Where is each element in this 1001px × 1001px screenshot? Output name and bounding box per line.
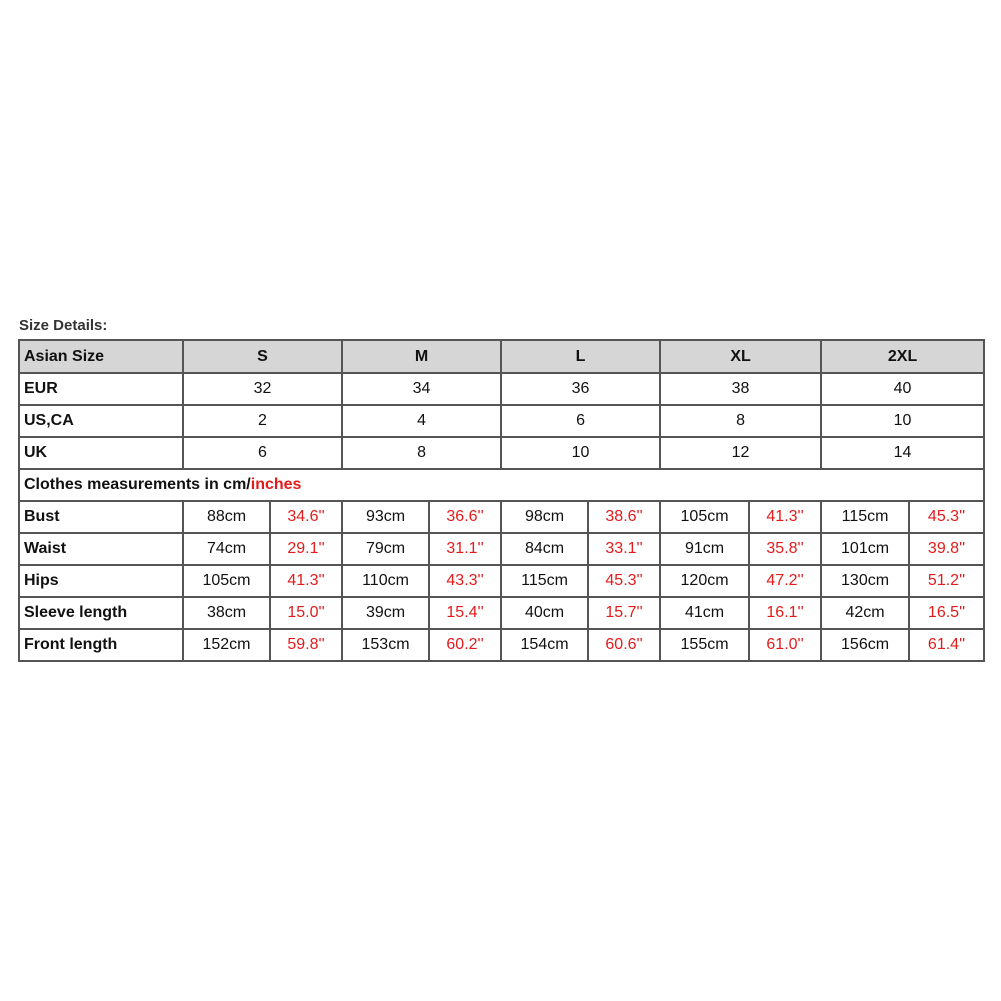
cm-cell: 105cm bbox=[183, 565, 270, 597]
cm-cell: 120cm bbox=[660, 565, 749, 597]
row-label-uk: UK bbox=[19, 437, 183, 469]
table-cell: 6 bbox=[183, 437, 342, 469]
cm-cell: 98cm bbox=[501, 501, 588, 533]
inch-cell: 39.8'' bbox=[909, 533, 984, 565]
cm-cell: 152cm bbox=[183, 629, 270, 661]
inch-cell: 60.2'' bbox=[429, 629, 501, 661]
table-cell: 34 bbox=[342, 373, 501, 405]
table-row-uk bbox=[19, 437, 984, 469]
size-chart-table bbox=[18, 339, 985, 662]
cm-cell: 93cm bbox=[342, 501, 429, 533]
table-row-waist bbox=[19, 533, 984, 565]
cm-cell: 42cm bbox=[821, 597, 909, 629]
cm-cell: 156cm bbox=[821, 629, 909, 661]
inch-cell: 15.4'' bbox=[429, 597, 501, 629]
inch-cell: 51.2'' bbox=[909, 565, 984, 597]
table-cell: 6 bbox=[501, 405, 660, 437]
inch-cell: 31.1'' bbox=[429, 533, 501, 565]
table-row-hips bbox=[19, 565, 984, 597]
inch-cell: 43.3'' bbox=[429, 565, 501, 597]
cm-cell: 39cm bbox=[342, 597, 429, 629]
table-cell: 40 bbox=[821, 373, 984, 405]
asian-size-header: Asian Size bbox=[19, 340, 183, 373]
inch-cell: 59.8'' bbox=[270, 629, 342, 661]
table-cell: 12 bbox=[660, 437, 821, 469]
size-details-caption: Size Details: bbox=[19, 317, 108, 334]
row-label-front-length: Front length bbox=[19, 629, 183, 661]
size-header-m: M bbox=[342, 340, 501, 373]
cm-cell: 154cm bbox=[501, 629, 588, 661]
inch-cell: 47.2'' bbox=[749, 565, 821, 597]
cm-cell: 110cm bbox=[342, 565, 429, 597]
table-row-front-length bbox=[19, 629, 984, 661]
inch-cell: 16.1'' bbox=[749, 597, 821, 629]
table-cell: 10 bbox=[821, 405, 984, 437]
size-header-s: S bbox=[183, 340, 342, 373]
inch-cell: 61.0'' bbox=[749, 629, 821, 661]
inch-cell: 36.6'' bbox=[429, 501, 501, 533]
cm-cell: 38cm bbox=[183, 597, 270, 629]
table-cell: 14 bbox=[821, 437, 984, 469]
inch-cell: 15.0'' bbox=[270, 597, 342, 629]
inch-cell: 16.5'' bbox=[909, 597, 984, 629]
row-label-sleeve-length: Sleeve length bbox=[19, 597, 183, 629]
inch-cell: 41.3'' bbox=[749, 501, 821, 533]
table-row-eur bbox=[19, 373, 984, 405]
table-cell: 8 bbox=[342, 437, 501, 469]
inch-cell: 35.8'' bbox=[749, 533, 821, 565]
inch-cell: 45.3'' bbox=[588, 565, 660, 597]
table-cell: 10 bbox=[501, 437, 660, 469]
inch-cell: 15.7'' bbox=[588, 597, 660, 629]
cm-cell: 88cm bbox=[183, 501, 270, 533]
inch-cell: 45.3'' bbox=[909, 501, 984, 533]
table-row-us-ca bbox=[19, 405, 984, 437]
cm-cell: 74cm bbox=[183, 533, 270, 565]
inch-cell: 60.6'' bbox=[588, 629, 660, 661]
cm-cell: 101cm bbox=[821, 533, 909, 565]
row-label-us-ca: US,CA bbox=[19, 405, 183, 437]
inch-cell: 41.3'' bbox=[270, 565, 342, 597]
table-row-bust bbox=[19, 501, 984, 533]
cm-cell: 115cm bbox=[821, 501, 909, 533]
inch-cell: 34.6'' bbox=[270, 501, 342, 533]
size-header-l: L bbox=[501, 340, 660, 373]
row-label-waist: Waist bbox=[19, 533, 183, 565]
cm-cell: 105cm bbox=[660, 501, 749, 533]
cm-cell: 130cm bbox=[821, 565, 909, 597]
table-cell: 2 bbox=[183, 405, 342, 437]
table-cell: 36 bbox=[501, 373, 660, 405]
row-label-hips: Hips bbox=[19, 565, 183, 597]
cm-cell: 79cm bbox=[342, 533, 429, 565]
inch-cell: 33.1'' bbox=[588, 533, 660, 565]
cm-cell: 153cm bbox=[342, 629, 429, 661]
inch-cell: 38.6'' bbox=[588, 501, 660, 533]
measurement-title-inches: inches bbox=[250, 476, 302, 493]
table-cell: 4 bbox=[342, 405, 501, 437]
size-header-xl: XL bbox=[660, 340, 821, 373]
measurement-section-title bbox=[19, 469, 984, 501]
cm-cell: 155cm bbox=[660, 629, 749, 661]
table-cell: 38 bbox=[660, 373, 821, 405]
size-header-2xl: 2XL bbox=[821, 340, 984, 373]
table-cell: 8 bbox=[660, 405, 821, 437]
cm-cell: 41cm bbox=[660, 597, 749, 629]
measurement-section-row bbox=[19, 469, 984, 501]
cm-cell: 115cm bbox=[501, 565, 588, 597]
table-header-row bbox=[19, 340, 984, 373]
cm-cell: 91cm bbox=[660, 533, 749, 565]
table-cell: 32 bbox=[183, 373, 342, 405]
table-row-sleeve-length bbox=[19, 597, 984, 629]
row-label-eur: EUR bbox=[19, 373, 183, 405]
cm-cell: 84cm bbox=[501, 533, 588, 565]
row-label-bust: Bust bbox=[19, 501, 183, 533]
inch-cell: 61.4'' bbox=[909, 629, 984, 661]
measurement-title-prefix: Clothes measurements in cm/ bbox=[24, 476, 251, 493]
cm-cell: 40cm bbox=[501, 597, 588, 629]
inch-cell: 29.1'' bbox=[270, 533, 342, 565]
